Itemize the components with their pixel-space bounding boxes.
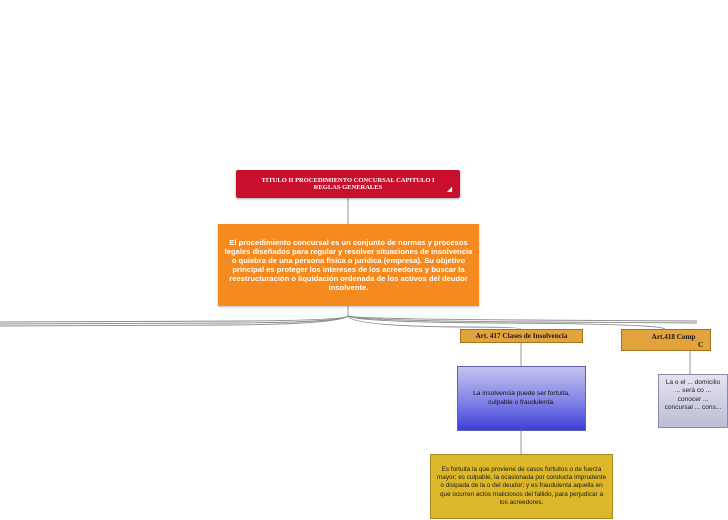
root-topic-node[interactable]: [236, 170, 460, 198]
competence-topic-node[interactable]: [658, 374, 728, 428]
summary-text: El procedimiento concursal es un conjunto de normas y procesos legales diseñados para regular y resolver situaciones de insolvencia o quiebra de una persona física o jurídica (empresa). Su objetivo principal es proteger los intereses de los acreedores y buscar la reestructuración o liquidación ordenada de los activos del deudor insolvente.: [224, 238, 473, 292]
connector-left-branch-3: [0, 316, 348, 326]
art417-title: Art. 417 Clases de Insolvencia: [475, 332, 568, 340]
art418-title: Art.418 Comp C: [651, 333, 704, 349]
insolvency-types-node[interactable]: [457, 366, 586, 431]
connector-right-branch-far-1: [348, 316, 697, 321]
insolvency-definitions-node[interactable]: [430, 454, 613, 519]
connector-right-art417: [348, 316, 521, 329]
collapse-triangle-icon[interactable]: ◢: [447, 187, 452, 193]
art418-topic-node[interactable]: [621, 329, 711, 351]
summary-topic-node[interactable]: [218, 224, 479, 306]
connector-left-branch-1: [0, 316, 348, 322]
connector-left-branch-2: [0, 316, 348, 324]
connector-right-art418: [348, 316, 665, 329]
root-topic-title: TITULO II PROCEDIMIENTO CONCURSAL CAPITULO I REGLAS GENERALES: [261, 176, 435, 191]
competence-text: La o el ... domicilio ... será co ... conocer ... concursal ... cons...: [664, 379, 722, 412]
art417-topic-node[interactable]: [460, 329, 583, 343]
insolvency-definitions-text: Es fortuita la que proviene de casos fortuitos o de fuerza mayor; es culpable, la ocasionada por conducta imprudente o disipada de la o del deudor; y es fraudulenta aquella en que ocurren actos maliciosos del fallido, para perjudicar a los acreedores.: [436, 465, 607, 506]
insolvency-types-text: La insolvencia puede ser fortuita, culpable o fraudulenta.: [473, 390, 570, 406]
connector-right-branch-far-2: [348, 316, 697, 323]
